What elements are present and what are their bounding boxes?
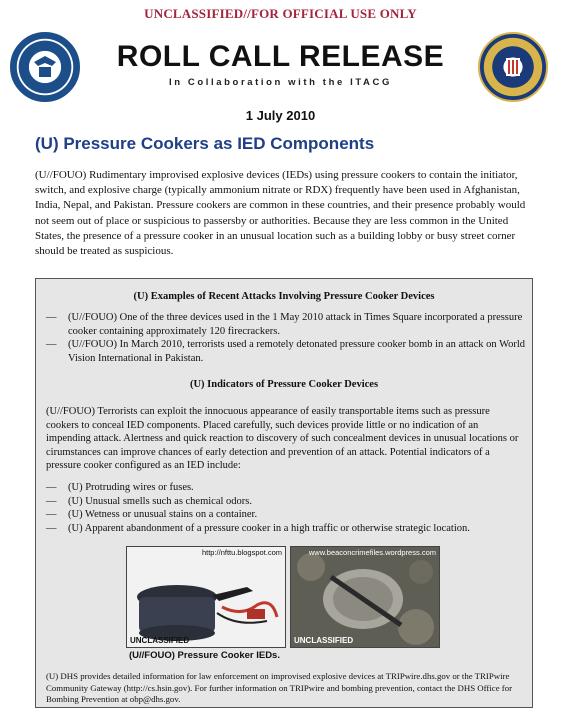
list-item-text: (U) Apparent abandonment of a pressure cooker in a high traffic or otherwise strategic location. bbox=[68, 522, 470, 534]
list-item bbox=[46, 508, 526, 522]
photo-caption: (U//FOUO) Pressure Cooker IEDs. bbox=[129, 650, 280, 661]
info-box bbox=[35, 278, 533, 708]
list-item-text: (U) Protruding wires or fuses. bbox=[68, 482, 194, 493]
list-item-text: (U//FOUO) In March 2010, terrorists used a remotely detonated pressure cooker bomb in an attack on World Vision International in Pakistan. bbox=[68, 339, 526, 364]
dash-bullet: — bbox=[46, 312, 57, 323]
classification-banner: UNCLASSIFIED//FOR OFFICIAL USE ONLY bbox=[144, 6, 417, 21]
indicators-paragraph: (U//FOUO) Terrorists can exploit the innocuous appearance of easily transportable items such as pressure cookers to conceal IED components. Placed carefully, such devices provide little or no indication of an impending attack. Alertness and quick reaction to discovery of such concealment devices in unusual locations or cirumstances can improve chances of early detection and prevention of an attack. Potential indicators of a pressure cooker configured as an IED include: bbox=[46, 406, 519, 472]
list-item bbox=[46, 495, 526, 509]
intro-paragraph: (U//FOUO) Rudimentary improvised explosive devices (IEDs) using pressure cookers to contain the initiator, switch, and explosive charge (typically ammonium nitrate or RDX) frequently have been used in Afghanistan, India, Nepal, and Pakistan. Pressure cookers are common in these countries, and their presence probably would not seem out of place or suspicious to passersby or authorities. Because they are less common in the United States, the presence of a pressure cooker in an unusual location such as a building lobby or busy street corner should be treated as suspicious. bbox=[35, 169, 526, 258]
indicators-list bbox=[46, 481, 526, 535]
page-subtitle: In Collaboration with the ITACG bbox=[169, 77, 392, 88]
list-item-text: (U) Unusual smells such as chemical odors. bbox=[68, 495, 253, 507]
release-date: 1 July 2010 bbox=[245, 108, 316, 123]
footnote: (U) DHS provides detailed information for law enforcement on improvised explosive devices at TRIPwire.dhs.gov or the TRIPwire Community Gateway (http://cs.hsin.gov). For further information on TRIPwire and bombing prevention, contact the DHS Office for Bombing Prevention at obp@dhs.gov. bbox=[46, 671, 513, 704]
list-item-text: (U) Wetness or unusual stains on a container. bbox=[68, 509, 258, 520]
list-item bbox=[46, 522, 526, 536]
article-headline: (U) Pressure Cookers as IED Components bbox=[35, 134, 375, 153]
dash-bullet: — bbox=[46, 339, 57, 350]
photo-source-url: www.beaconcrimefiles.wordpress.com bbox=[308, 548, 436, 557]
photo-classification-tag: UNCLASSIFIED bbox=[294, 636, 354, 645]
pressure-cooker-image bbox=[127, 547, 285, 647]
dash-bullet: — bbox=[46, 482, 57, 493]
list-item bbox=[46, 338, 526, 365]
damaged-cooker-photo bbox=[290, 546, 440, 648]
photo-source-url: http://nfttu.blogspot.com bbox=[201, 548, 282, 557]
photo-classification-tag: UNCLASSIFIED bbox=[130, 636, 190, 645]
indicators-heading: (U) Indicators of Pressure Cooker Devices bbox=[189, 379, 379, 390]
dash-bullet: — bbox=[46, 495, 57, 507]
dash-bullet: — bbox=[46, 522, 57, 534]
list-item-text: (U//FOUO) One of the three devices used in the 1 May 2010 attack in Times Square incorporated a pressure cooker containing approximately 120 firecrackers. bbox=[68, 312, 523, 337]
dash-bullet: — bbox=[46, 509, 57, 520]
examples-list bbox=[46, 311, 526, 365]
examples-heading: (U) Examples of Recent Attacks Involving Pressure Cooker Devices bbox=[133, 291, 435, 302]
list-item bbox=[46, 311, 526, 338]
list-item bbox=[46, 481, 526, 495]
page-title: ROLL CALL RELEASE bbox=[116, 40, 445, 73]
damaged-cooker-image bbox=[291, 547, 439, 647]
pressure-cooker-photo bbox=[126, 546, 286, 648]
